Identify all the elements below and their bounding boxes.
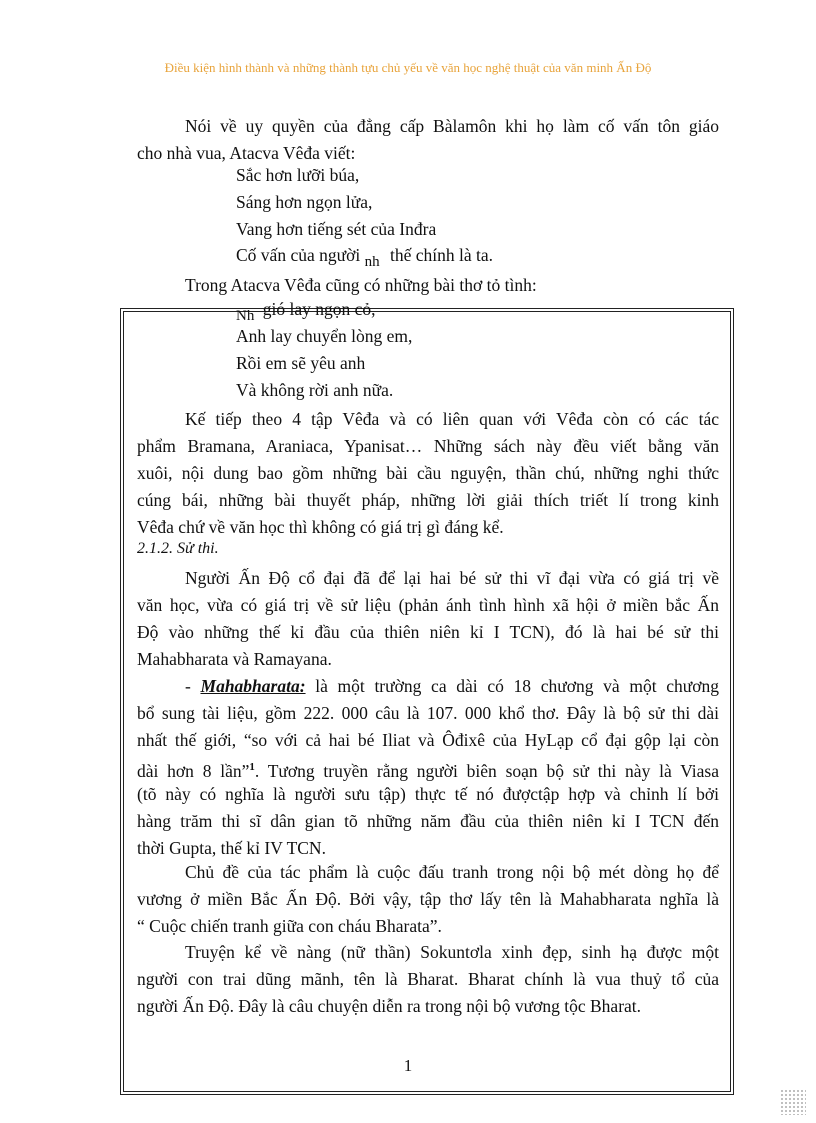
text-line: cho nhà vua, Atacva Vêđa viết: — [137, 143, 356, 163]
poem-line: Sắc hơn lưỡi búa, — [236, 165, 360, 185]
text-fragment: là một trường ca dài có 18 chương và một chương — [305, 676, 720, 696]
text-line: Kế tiếp theo 4 tập Vêđa và có liên quan với Vêđa còn có các tác — [185, 409, 719, 429]
poem-line: Vang hơn tiếng sét của Inđra — [236, 219, 437, 239]
poem-line: Và không rời anh nữa. — [236, 380, 394, 400]
text-line: Nói về uy quyền của đẳng cấp Bàlamôn khi họ làm cố vấn tôn giáo — [185, 116, 719, 136]
poem-line: Rồi em sẽ yêu anh — [236, 353, 366, 373]
text-line: Người Ấn Độ cổ đại đã để lại hai bé sử thi vĩ đại vừa có giá trị về — [185, 568, 719, 588]
poem-line — [236, 245, 493, 270]
text-line: cúng bái, những bài thuyết pháp, những lời giải thích triết lí trong kinh — [137, 490, 719, 510]
text-line: văn học, vừa có giá trị về sử liệu (phản ánh tình hình xã hội ở miền bắc Ấn — [137, 595, 719, 615]
text-line: Trong Atacva Vêđa cũng có những bài thơ tỏ tình: — [185, 275, 537, 295]
text-line: người Ấn Độ. Đây là câu chuyện diễn ra trong nội bộ vương tộc Bharat. — [137, 996, 642, 1016]
term-mahabharata: Mahabharata: — [200, 676, 306, 696]
text-line: bổ sung tài liệu, gồm 222. 000 câu là 107. 000 khổ thơ. Đây là bộ sử thi dài — [137, 703, 719, 723]
text-line: Chủ đề của tác phẩm là cuộc đấu tranh trong nội bộ mét dòng họ để — [185, 862, 719, 882]
dash: - — [185, 676, 201, 696]
poem-fragment: thế chính là ta. — [389, 245, 493, 265]
poem-fragment: nh — [364, 254, 380, 270]
text-line: “ Cuộc chiến tranh giữa con cháu Bharata”. — [137, 916, 442, 936]
section-heading: 2.1.2. Sử thi. — [137, 540, 219, 557]
page-number: 1 — [403, 1056, 413, 1075]
text-line: Vêđa chứ về văn học thì không có giá trị gì đáng kể. — [137, 517, 504, 537]
text-line: Mahabharata và Ramayana. — [137, 649, 332, 669]
text-line: thời Gupta, thế kỉ IV TCN. — [137, 838, 326, 858]
poem-fragment: gió lay ngọn cỏ, — [262, 299, 376, 319]
corner-dots-decoration — [780, 1089, 806, 1115]
text-line: Độ vào những thế kỉ đầu của thiên niên kỉ I TCN), đó là hai bé sử thi — [137, 622, 719, 642]
text-line: nhất thế giới, “so với cả hai bé Iliat và Ôđixê của HyLạp cổ đại gộp lại còn — [137, 730, 719, 750]
footnote-marker: 1 — [249, 761, 255, 773]
text-line: phẩm Bramana, Araniaca, Ypanisat… Những sách này đều viết bằng văn — [137, 436, 719, 456]
text-line: người con trai dũng mãnh, tên là Bharat. Bharat chính là vua thuỷ tổ của — [137, 969, 719, 989]
text-line — [185, 673, 719, 700]
poem-fragment: Nh — [236, 308, 255, 324]
text-fragment: dài hơn 8 lần” — [137, 760, 250, 781]
text-line: hàng trăm thi sĩ dân gian tõ những năm đầu của thiên niên kỉ I TCN đến — [137, 811, 719, 831]
text-line: Truyện kể về nàng (nữ thần) Sokuntơla xinh đẹp, sinh hạ được một — [185, 942, 719, 962]
text-line: vương ở miền Bắc Ấn Độ. Bởi vậy, tập thơ lấy tên là Mahabharata nghĩa là — [137, 889, 719, 909]
poem-line — [236, 299, 376, 324]
poem-fragment: Cố vấn của người — [236, 245, 361, 265]
text-fragment: . Tương truyền rằng người biên soạn bộ sử thi này là Viasa — [254, 760, 719, 781]
poem-line: Sáng hơn ngọn lửa, — [236, 192, 373, 212]
text-line: (tõ này có nghĩa là người sưu tập) thực tế nó đượctập hợp và chỉnh lí bởi — [137, 784, 719, 804]
text-line: xuôi, nội dung bao gồm những bài cầu nguyện, thần chú, những nghi thức — [137, 463, 719, 483]
poem-line: Anh lay chuyển lòng em, — [236, 326, 413, 346]
running-header: Điều kiện hình thành và những thành tựu chủ yếu về văn học nghệ thuật của văn minh Ấn Độ — [164, 60, 652, 75]
